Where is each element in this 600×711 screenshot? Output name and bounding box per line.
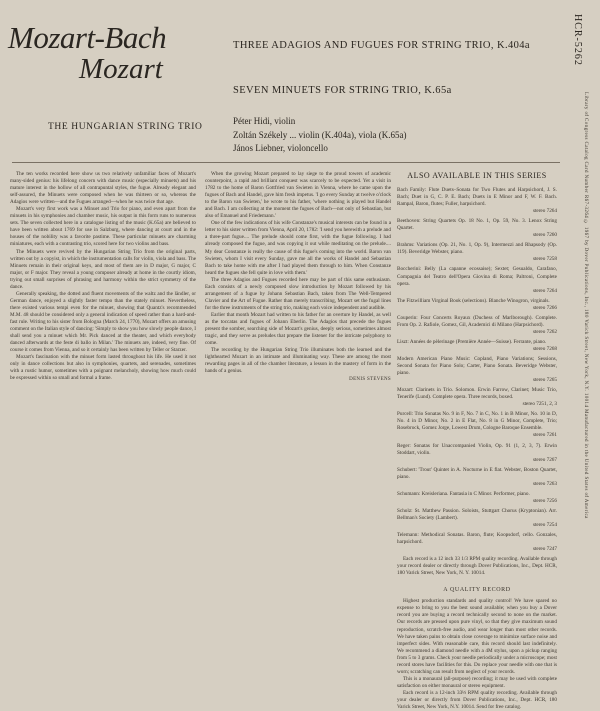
performers-list (233, 115, 406, 156)
catalog-item: The Fitzwilliam Virginal Book (selections). Blanche Winogron, virginals. stereo 7266 (397, 297, 557, 311)
catalog-item: Couperin: Four Concerts Royaux (Duchess of Marlborough). Complete. From Op. 2. Rafiole, Gomez, Gil, Academici di Milano (Harpsichord). stereo 7262 (397, 314, 557, 335)
performer: Péter Hidi, violin (233, 116, 296, 126)
ensemble-name: THE HUNGARIAN STRING TRIO (48, 122, 203, 132)
notes-paragraph: The Minuets were revived by the Hungarian String Trio from the original parts, written out by a copyist, in which the instrumentation calls for violin, viola and bass. The Minuets remain in their original keys, and most of them are in D major, G major, C major, or F major. They reveal a young composer already at home in the courtly idiom, trying out small surprises of phrasing and harmony within the strict symmetry of the dance. (10, 248, 196, 290)
catalog-item: Reger: Sonatas for Unaccompanied Violin, Op. 91 (1, 2, 3, 7). Erwin Stoddart, violin. stereo 7267 (397, 442, 557, 463)
catalog-item: Mozart: Clarinets in Trio. Solomon. Erwin Farrow, Clarinet; Music Trio, Tenerife (Lund). Complete opera. Three records, boxed. stereo 7251, 2, 3 (397, 387, 557, 408)
work-title-minuets: SEVEN MINUETS FOR STRING TRIO, K.65a (233, 85, 452, 96)
title-sub: Mozart (79, 53, 163, 85)
author-signature: DENIS STEVENS (349, 377, 391, 383)
also-available-column (397, 171, 557, 711)
catalog-item: Scholz: St. Matthew Passion. Soloists, Stuttgart Chorus (Kryptonian). Arr. Bellman's Society (Lambert). stereo 7254 (397, 507, 557, 528)
notes-paragraph: Mozart's fascination with the minuet form lasted throughout his life. He used it not only in dance collections but also in symphonies, quartets, and serenades, sometimes with a rustic humor, sometimes with a poignant melancholy, showing how much could be expressed within so small and formal a frame. (10, 354, 196, 382)
notes-paragraph: Mozart's very first work was a Minuet and Trio for piano, and even apart from the minuets in his symphonies and chamber music, his output in this form runs to numerous sets. The seven collected here in a catalogue listing of the music (K.65a) are believed to have been written about 1769 for use in Salzburg, where dancing at court and in the houses of the nobility was a favorite pastime. These particular minuets are charming miniatures, each with a contrasting trio, scored here for two violins and bass. (10, 206, 196, 248)
quality-paragraph: Each record is a 12-inch 33⅓ RPM quality recording. Available through your dealer or directly from Dover Publications, Inc., Dept. HCR, 180 Varick Street, New York, N.Y. 10014. Send for free catalog. (397, 689, 557, 711)
catalog-item: Schubert: 'Trout' Quintet in A. Nocturne in E flat. Webster, Boston Quartet, piano. stereo 7263 (397, 466, 557, 487)
catalog-number: HCR-5262 (572, 14, 583, 66)
catalog-item: Telemann: Methodical Sonatas. Baron, flute; Koopsdorf, cello. Gonzales, harpsichord. stereo 7247 (397, 532, 557, 553)
work-title-adagios-fugues: THREE ADAGIOS AND FUGUES FOR STRING TRIO, K.404a (233, 40, 530, 51)
copyright-vertical-text: Library of Congress Catalog Card Number R67-3264 © 1967 by Dover Publications, Inc., 180 Varick Street, New York, N.Y. 10014 Manufactured in the United States of America (583, 92, 588, 519)
notes-paragraph: When the growing Mozart prepared to lay siege to the proud towers of academic counterpoint, a rapid and brilliant conquest was scarcely to be expected. Yet a visit in 1782 to the home of Baron Gottfried van Swieten in Vienna, where he came upon the fugues of Bach and Handel, gave him fresh impetus. 'I go every Sunday at twelve o'clock to the Baron van Swieten,' he wrote to his father, 'where nothing is played but Handel and Bach. I am collecting at the moment the fugues of Bach—not only of Sebastian, but also of Emanuel and Friedemann.' (205, 171, 391, 220)
catalog-item: Boccherini: Belly (La capanne ecossaise); Sextet; Gesualdo, Carafano, Compagnia del Teatro dell'Opera Giovina di Roma; Paltroni, Complete opera. stereo 7264 (397, 266, 557, 294)
performer: Zoltán Székely ... violin (K.404a), viola (K.65a) (233, 129, 407, 140)
liner-notes-column-1 (10, 171, 196, 382)
catalog-item: Beethoven: String Quartets Op. 18 No. 1, Op. 59, No. 3. Lenox String Quartet. stereo 7260 (397, 218, 557, 239)
catalog-item: Purcell: Trio Sonatas No. 9 in F, No. 7 in C, No. 1 in B Minor, No. 10 in D, No. 4 in D Minor, No. 2 in E Flat, No. 8 in G Minor, Complete, Trio; Rosebrock, Gomez Jorge, Lowest Drum, Cologne Baroque Ensemble. stereo 7261 (397, 411, 557, 439)
quality-paragraph: This is a monaural (all-purpose) recording; it may be used with complete satisfaction on either monaural or stereo equipment. (397, 675, 557, 689)
catalog-item: Schumann: Kreisleriana. Fantasia in C Minor. Performer, piano. stereo 7256 (397, 490, 557, 504)
also-available-heading: ALSO AVAILABLE IN THIS SERIES (407, 171, 547, 180)
quality-paragraph: Highest production standards and quality control! We have spared no expense to bring to you the best sound available; when you buy a Dover record you are buying a record technically second to none on the market. Our records are pressed upon pure vinyl, so that they give maximum sound reproduction, scratch-free audio, and wear longer than most other records. We have taken pains to obtain close coverage to minimize surface noise and imperfect sides. With reasonable care, this record should last indefinitely. We recommend a diamond needle with a 4M stylus, upon a pickup ranging from 5 to 3 grams. Check your needle periodically under a microscope; most record stores have facilities for this. Do replace your needle with one that is worn; scratching can result from neglect of your records. (397, 598, 557, 675)
notes-paragraph: One of the few indications of his wife Constanze's musical interests can be found in a letter to his sister written from Vienna, April 20, 1782: 'I send you herewith a prelude and a three-part fugue.... The prelude should come first, with the fugue following. I had already composed the fugue, and was copying it out while meditating on the prelude.... My dear Constanze is really the cause of this fugue's coming into the world. Baron van Swieten, whom I visit every Sunday, gave me all the works of Handel and Sebastian Bach to take home with me after I had played them through to him. When Constanze heard the fugues she fell quite in love with them.' (205, 220, 391, 276)
catalog-item: Modern American Piano Music: Copland, Piano Variations; Sessions, Second Sonata for Piano Solo; Carter, Piano Sonata. Beveridge Webster, piano. stereo 7265 (397, 355, 557, 384)
notes-paragraph: The three Adagios and Fugues recorded here may be part of this same enthusiasm. Each consists of a newly composed slow introduction by Mozart followed by his arrangement of a fugue by Johann Sebastian Bach, taken from The Well-Tempered Clavier and the Art of Fugue. Rather than merely transcribing, Mozart set the fugal lines for the three instruments of the string trio, making each voice independent and audible. (205, 276, 391, 311)
title-main: Mozart-Bach (8, 20, 167, 55)
catalog-item: Brahms: Variations (Op. 21, No. 1, Op. 9), Intermezzi and Rhapsody (Op. 119). Beveridge Webster, piano. stereo 7258 (397, 242, 557, 263)
notes-paragraph: The ten works recorded here show us two relatively unfamiliar faces of Mozart's many-sided genius: his lifelong concern with dance music (especially minuets) and his mature interest in the hollow of all contrapuntal styles, the fugue. Already elegant and self-assured, the Minuets were composed when he was thirteen or so, whereas the Adagios were written—and the Fugues arranged—when he was twice that age. (10, 171, 196, 206)
notes-paragraph: Generally speaking, the dotted and fluent movements of the waltz and the ländler, or German dance, enjoyed a slightly faster tempo than the stately minuet. Nevertheless, there existed various tempi even for the minuet, showing that Quantz's recommended M.M. 48 should be considered only a general indication of speed rather than a hard-and-fast rule. Writing to his sister from Bologna (March 24, 1770), Mozart offers an amusing comment on the Italian style of dancing: 'Simply to show you how slowly people dance, I shall send you a minuet which Mr. Pick danced at the theater, and which everybody danced afterwards at the feste di ballo in Milan.' The minuets are, indeed, very fine. Of course it comes from Vienna, and so it certainly has been written by Teller or Starzer. (10, 290, 196, 354)
divider (12, 162, 560, 163)
catalog-item: Liszt: Années de pèlerinage (Première Année—Suisse). Ferrante, piano. stereo 7268 (397, 338, 557, 352)
quality-record-heading: A QUALITY RECORD (443, 587, 511, 594)
catalog-item: Bach Family: Flute Duets–Sonata for Two Flutes and Harpsichord, J. S. Bach; Duet in G, C. P. E. Bach; Duets in E Minor and F, W. F. Bach. Rampal, Baron, flutes; Fuller, harpsichord. stereo 7264 (397, 187, 557, 215)
liner-notes-column-2 (205, 171, 391, 383)
performer: János Liebner, violoncello (233, 143, 328, 153)
ordering-note: Each record is a 12 inch 33 1/3 RPM quality recording. Available through your record dealer or directly through Dover Publications, Inc., Dept. HCR, 180 Varick Street, New York, N. Y. 10014. (397, 556, 557, 577)
notes-paragraph: The recording by the Hungarian String Trio illuminates both the learned and the lighthearted Mozart in an intimate and illuminating way. These are among the most rewarding pages in all of the chamber literature, a lesson in the mastery of form in the hands of a genius. (205, 347, 391, 375)
notes-paragraph: Earlier that month Mozart had written to his father for an overture by Handel, as well as the toccatas and fugues of Johann Eberlin. The Adagios that precede the fugues present the somber, searching side of Mozart's genius, deeply serious, sometimes almost tragic, and they serve as preludes that prepare the listener for the intricate polyphony to come. (205, 311, 391, 347)
side-strip (560, 0, 600, 590)
